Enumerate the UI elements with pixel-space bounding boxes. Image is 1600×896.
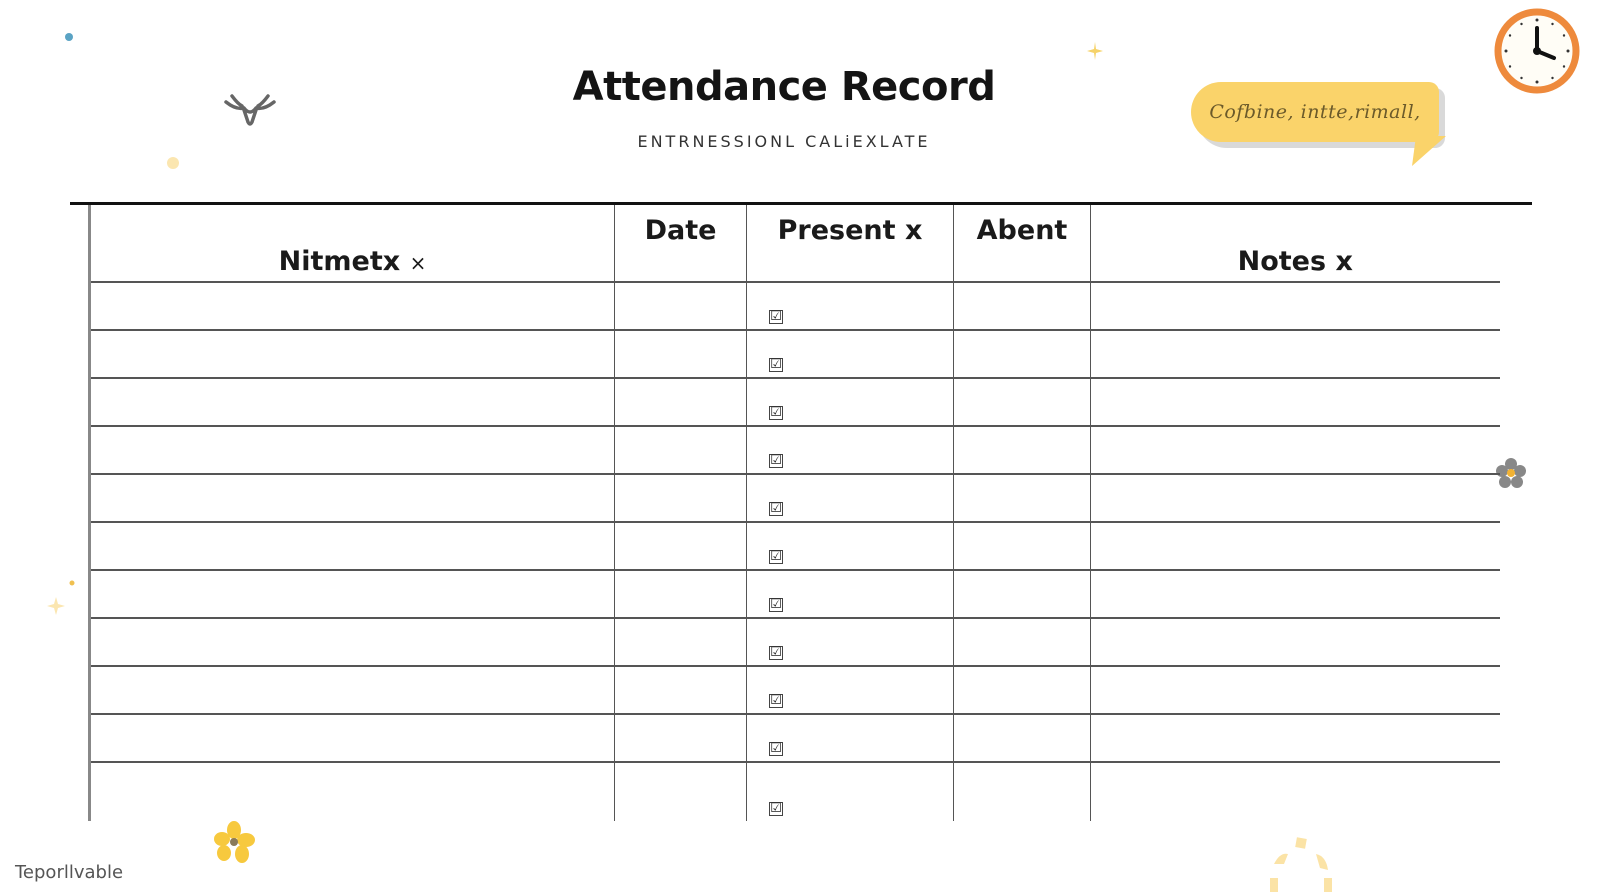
present-cell[interactable]: [747, 762, 954, 821]
column-header-name-label-wrap: [91, 246, 614, 277]
dot-decoration: [64, 32, 74, 42]
date-cell[interactable]: [615, 666, 747, 714]
name-cell[interactable]: [90, 282, 615, 330]
name-cell[interactable]: [90, 570, 615, 618]
footer-text: Teporllvable: [15, 862, 124, 883]
date-cell[interactable]: [615, 330, 747, 378]
attendance-table: [88, 205, 1500, 821]
column-header-date: [615, 205, 747, 282]
column-header-notes-label: Notes x: [1237, 246, 1353, 277]
present-cell[interactable]: [747, 330, 954, 378]
date-cell[interactable]: [615, 762, 747, 821]
present-cell[interactable]: [747, 474, 954, 522]
date-cell[interactable]: [615, 714, 747, 762]
present-checkbox[interactable]: ☑: [770, 801, 782, 816]
notes-cell[interactable]: [1091, 666, 1500, 714]
notes-cell[interactable]: [1091, 330, 1500, 378]
notes-cell[interactable]: [1091, 522, 1500, 570]
name-cell[interactable]: [90, 330, 615, 378]
present-cell[interactable]: [747, 378, 954, 426]
present-checkbox[interactable]: ☑: [770, 597, 782, 612]
absent-cell[interactable]: [954, 474, 1091, 522]
present-cell[interactable]: [747, 426, 954, 474]
column-header-name-suffix: ×: [409, 251, 427, 275]
name-cell[interactable]: [90, 762, 615, 821]
absent-cell[interactable]: [954, 522, 1091, 570]
notes-cell[interactable]: [1091, 474, 1500, 522]
column-header-present: [747, 205, 954, 282]
absent-cell[interactable]: [954, 378, 1091, 426]
absent-cell[interactable]: [954, 714, 1091, 762]
date-cell[interactable]: [615, 570, 747, 618]
present-checkbox[interactable]: ☑: [770, 357, 782, 372]
column-header-name: [90, 205, 615, 282]
table-row: [90, 330, 1500, 378]
notes-cell[interactable]: [1091, 426, 1500, 474]
dot-decoration: [69, 580, 75, 586]
table-row: [90, 426, 1500, 474]
absent-cell[interactable]: [954, 570, 1091, 618]
present-cell[interactable]: [747, 618, 954, 666]
absent-cell[interactable]: [954, 762, 1091, 821]
notes-cell[interactable]: [1091, 282, 1500, 330]
column-header-notes: [1091, 205, 1500, 282]
page-subtitle: ENTRNESSIONL CALiEXLATE: [637, 132, 931, 151]
notes-cell[interactable]: [1091, 378, 1500, 426]
present-cell[interactable]: [747, 570, 954, 618]
name-cell[interactable]: [90, 522, 615, 570]
absent-cell[interactable]: [954, 666, 1091, 714]
column-header-name-label: Nitmetx: [278, 246, 401, 277]
notes-cell[interactable]: [1091, 714, 1500, 762]
notes-cell[interactable]: [1091, 762, 1500, 821]
name-cell[interactable]: [90, 666, 615, 714]
flower-icon: [212, 820, 256, 864]
column-header-absent: [954, 205, 1091, 282]
present-checkbox[interactable]: ☑: [770, 693, 782, 708]
name-cell[interactable]: [90, 474, 615, 522]
present-cell[interactable]: [747, 522, 954, 570]
present-checkbox[interactable]: ☑: [770, 501, 782, 516]
date-cell[interactable]: [615, 282, 747, 330]
present-checkbox[interactable]: ☑: [770, 453, 782, 468]
sparkle-icon: [162, 152, 184, 174]
name-cell[interactable]: [90, 714, 615, 762]
confetti-decoration: [1266, 834, 1340, 896]
table-row: [90, 714, 1500, 762]
table-row: [90, 570, 1500, 618]
column-header-present-label: Present x: [777, 215, 923, 246]
notes-cell[interactable]: [1091, 618, 1500, 666]
header-row: [90, 205, 1500, 282]
present-cell[interactable]: [747, 282, 954, 330]
present-checkbox[interactable]: ☑: [770, 405, 782, 420]
date-cell[interactable]: [615, 522, 747, 570]
date-cell[interactable]: [615, 378, 747, 426]
column-header-date-label: Date: [644, 215, 717, 246]
present-cell[interactable]: [747, 666, 954, 714]
present-cell[interactable]: [747, 714, 954, 762]
table-row: [90, 474, 1500, 522]
present-checkbox[interactable]: ☑: [770, 309, 782, 324]
absent-cell[interactable]: [954, 330, 1091, 378]
name-cell[interactable]: [90, 378, 615, 426]
notes-cell[interactable]: [1091, 570, 1500, 618]
absent-cell[interactable]: [954, 426, 1091, 474]
table-row: [90, 378, 1500, 426]
table-row: [90, 618, 1500, 666]
absent-cell[interactable]: [954, 282, 1091, 330]
present-checkbox[interactable]: ☑: [770, 741, 782, 756]
callout-text: Cofbine, intte,rimall,: [1209, 101, 1421, 123]
table-row: [90, 666, 1500, 714]
name-cell[interactable]: [90, 618, 615, 666]
present-checkbox[interactable]: ☑: [770, 549, 782, 564]
sparkle-icon: [44, 594, 68, 618]
page-title: Attendance Record: [572, 64, 996, 110]
name-cell[interactable]: [90, 426, 615, 474]
column-header-absent-label: Abent: [976, 215, 1068, 246]
sparkle-icon: [1084, 40, 1106, 62]
table-row: [90, 522, 1500, 570]
date-cell[interactable]: [615, 618, 747, 666]
date-cell[interactable]: [615, 474, 747, 522]
table-row: [90, 762, 1500, 821]
present-checkbox[interactable]: ☑: [770, 645, 782, 660]
absent-cell[interactable]: [954, 618, 1091, 666]
table-row: [90, 282, 1500, 330]
date-cell[interactable]: [615, 426, 747, 474]
